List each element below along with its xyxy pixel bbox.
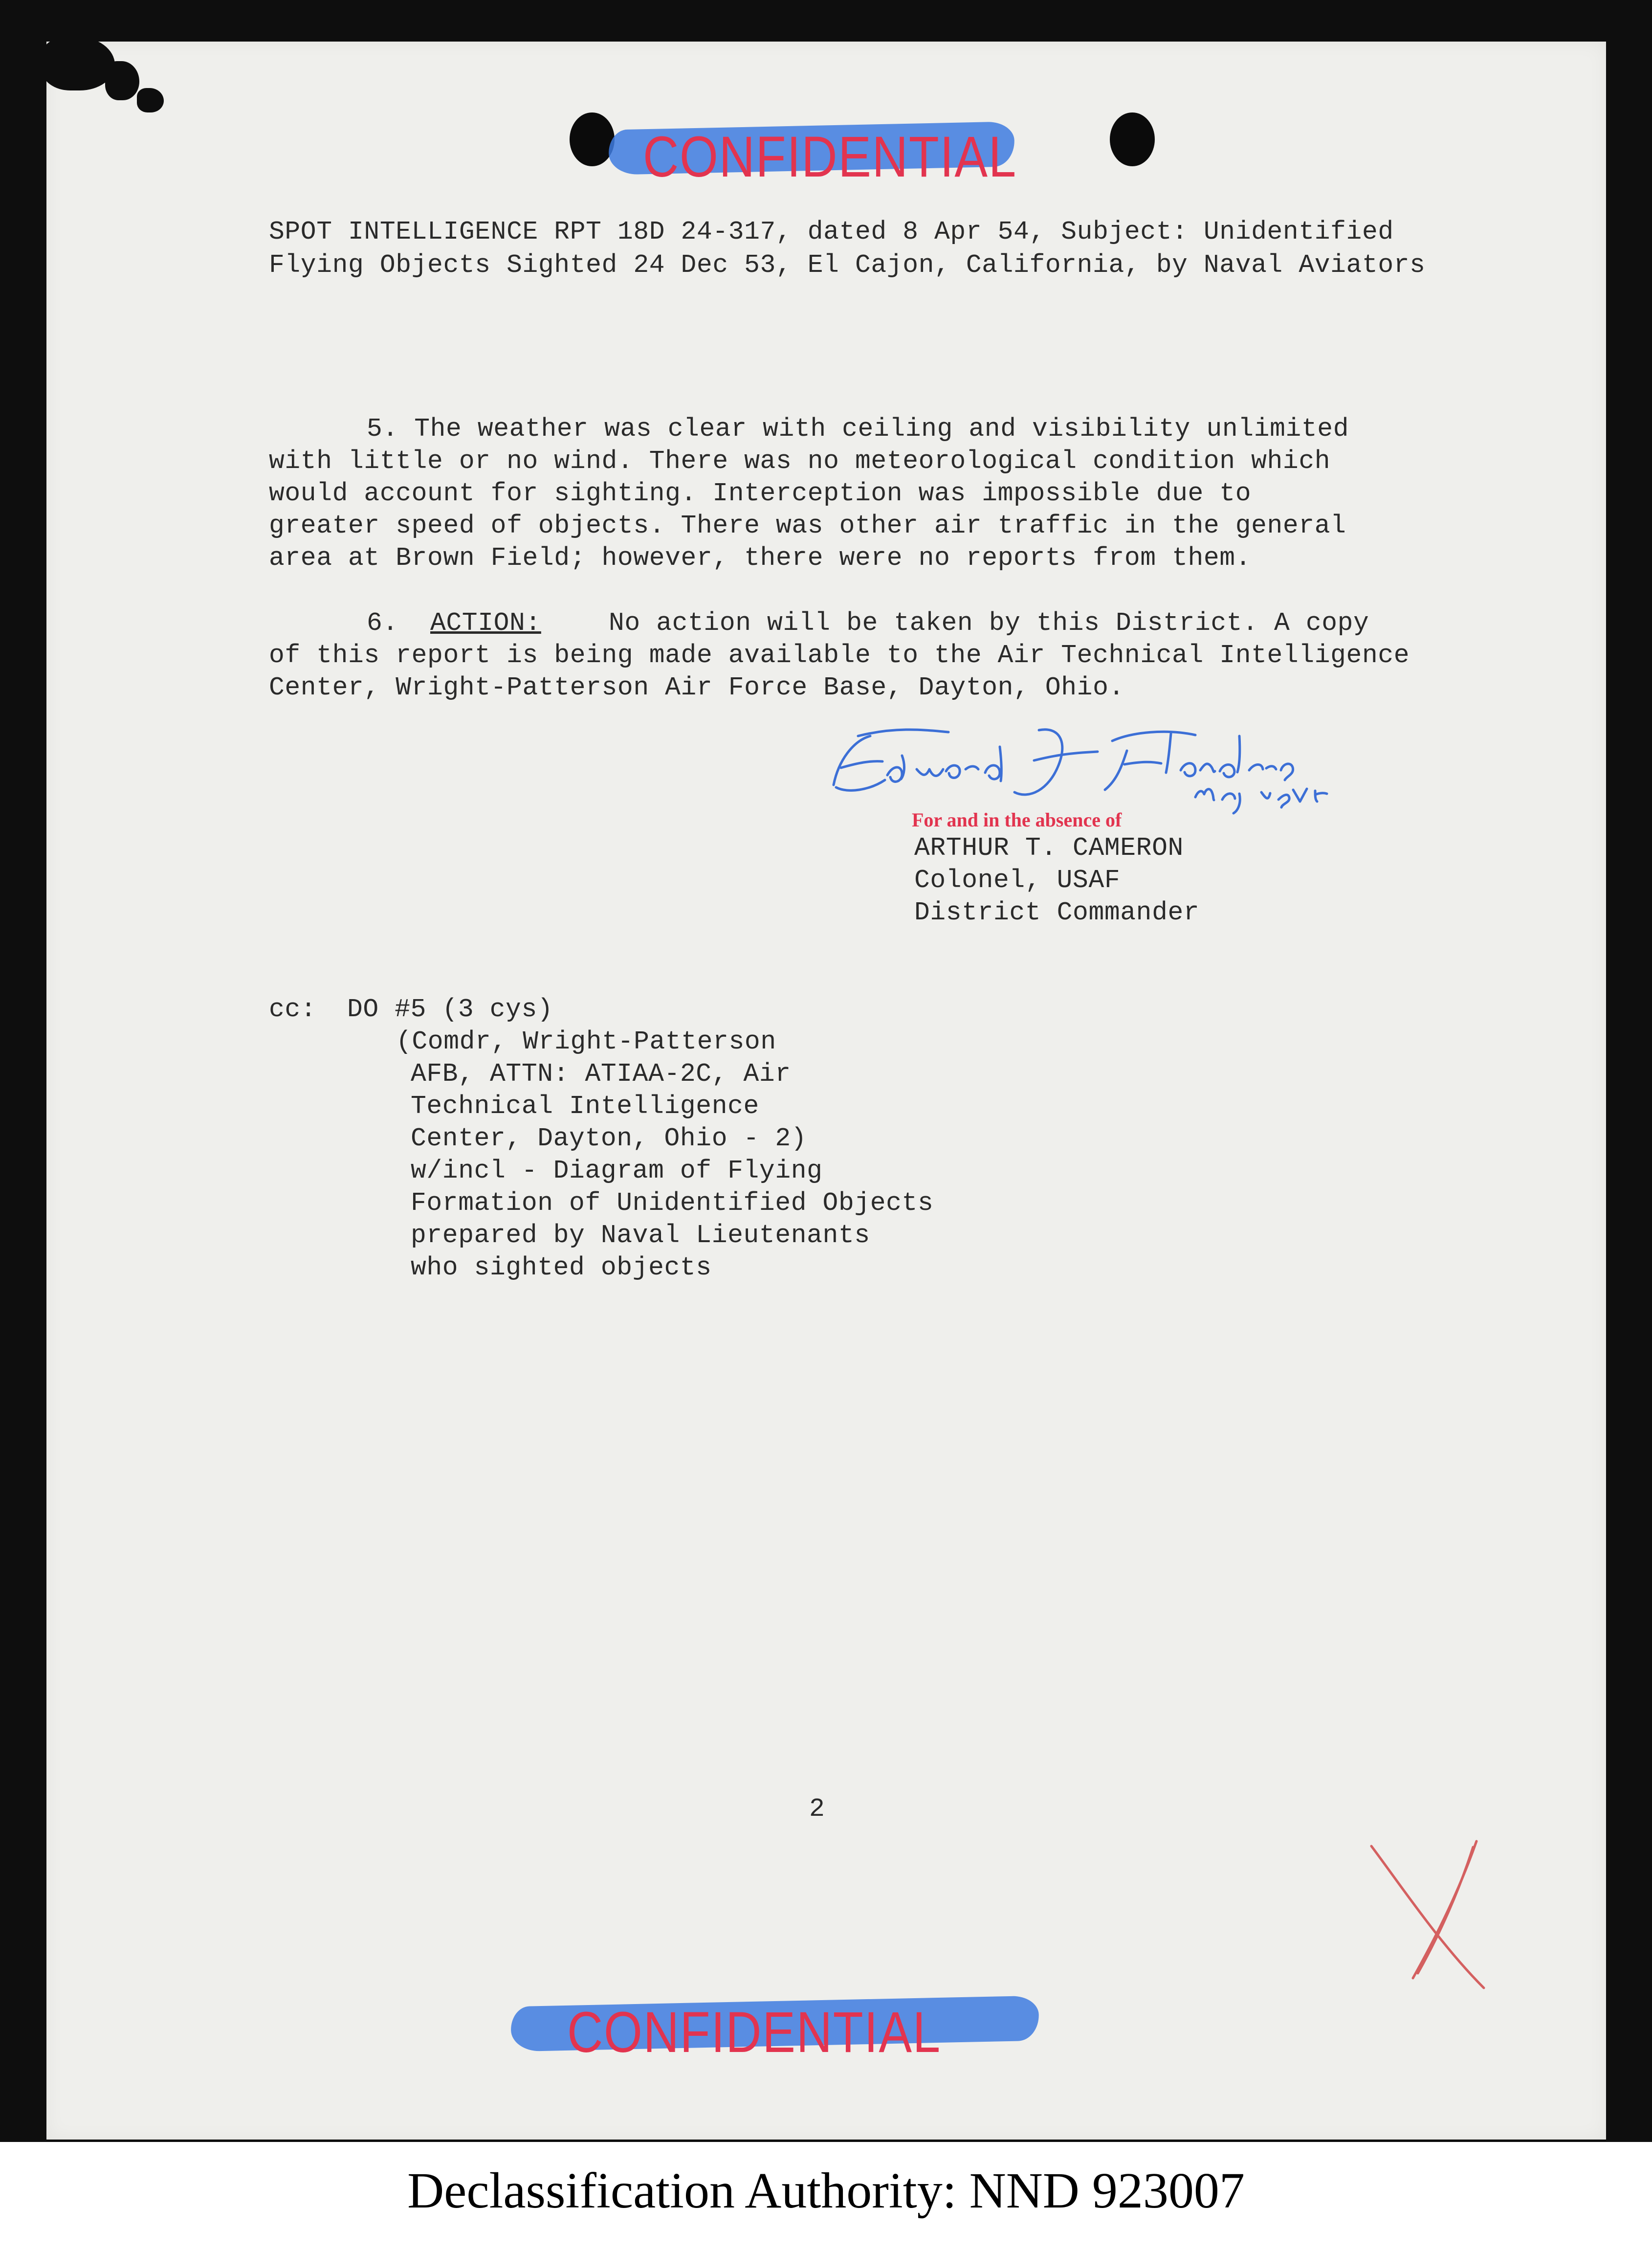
paragraph-5-line: with little or no wind. There was no meteorological condition which	[269, 446, 1331, 476]
cc-line: (Comdr, Wright-Patterson	[396, 1027, 776, 1056]
cc-line: Formation of Unidentified Objects	[411, 1188, 934, 1218]
cc-line: prepared by Naval Lieutenants	[411, 1221, 870, 1250]
paragraph-6-number: 6.	[367, 608, 398, 638]
paragraph-6-line: No action will be taken by this District. A copy	[609, 608, 1369, 638]
document-page	[46, 42, 1606, 2140]
cc-line: AFB, ATTN: ATIAA-2C, Air	[411, 1059, 791, 1089]
punch-hole-right	[1110, 112, 1155, 166]
signatory-title: District Commander	[914, 898, 1200, 927]
torn-corner	[42, 37, 115, 90]
paragraph-5-line: would account for sighting. Interception was impossible due to	[269, 479, 1252, 508]
cc-first-line: DO #5 (3 cys)	[347, 995, 553, 1024]
confidential-stamp-text: CONFIDENTIAL	[643, 125, 1017, 189]
confidential-stamp-text: CONFIDENTIAL	[567, 2000, 941, 2065]
page-number: 2	[809, 1794, 825, 1824]
punch-hole-left	[570, 112, 615, 166]
action-heading: ACTION:	[430, 608, 541, 638]
declassification-footer: Declassification Authority: NND 923007	[407, 2163, 1245, 2219]
cc-line: w/incl - Diagram of Flying	[411, 1156, 823, 1185]
in-absence-stamp: For and in the absence of	[912, 809, 1122, 831]
paragraph-5-line: 5. The weather was clear with ceiling and visibility unlimited	[367, 414, 1349, 444]
paragraph-5-line: area at Brown Field; however, there were no reports from them.	[269, 543, 1252, 573]
cc-line: Center, Dayton, Ohio - 2)	[411, 1124, 807, 1153]
signatory-name: ARTHUR T. CAMERON	[914, 833, 1184, 863]
cc-line: Technical Intelligence	[411, 1092, 759, 1121]
cc-label: cc:	[269, 995, 317, 1024]
red-x-mark	[1366, 1831, 1494, 1993]
torn-corner-fragment	[137, 88, 164, 112]
report-subject-line-1: SPOT INTELLIGENCE RPT 18D 24-317, dated 8 Apr 54, Subject: Unidentified	[269, 217, 1394, 246]
paragraph-6-line: of this report is being made available to the Air Technical Intelligence	[269, 641, 1410, 670]
report-subject-line-2: Flying Objects Sighted 24 Dec 53, El Cajon, California, by Naval Aviators	[269, 250, 1426, 280]
paragraph-5-line: greater speed of objects. There was other air traffic in the general	[269, 511, 1346, 540]
paragraph-6-line: Center, Wright-Patterson Air Force Base, Dayton, Ohio.	[269, 673, 1124, 702]
handwritten-signature	[824, 707, 1459, 819]
torn-corner-fragment	[105, 61, 139, 100]
signatory-rank: Colonel, USAF	[914, 866, 1121, 895]
cc-line: who sighted objects	[411, 1253, 712, 1282]
